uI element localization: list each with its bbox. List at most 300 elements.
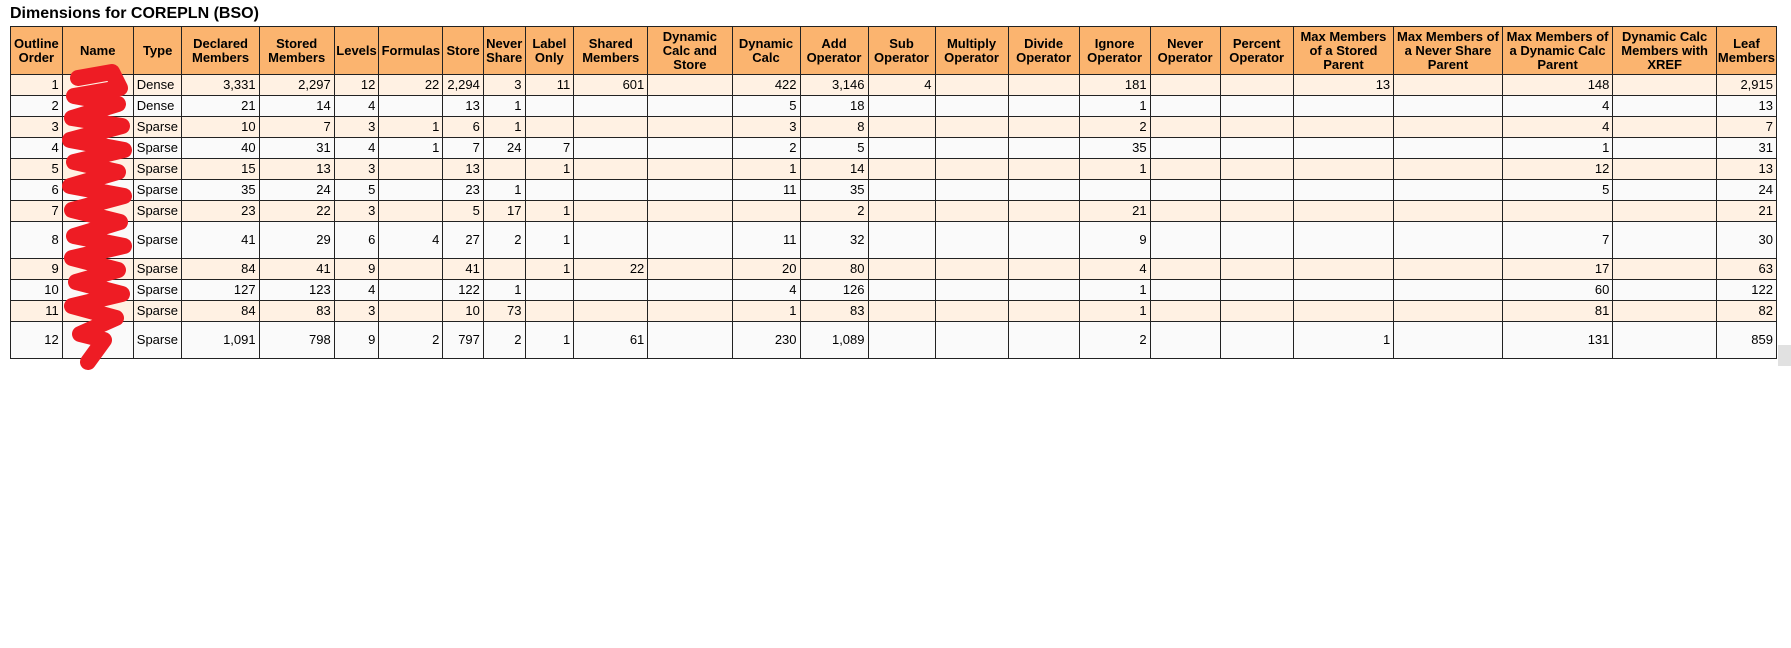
table-cell: 3 bbox=[334, 201, 379, 222]
table-cell bbox=[574, 301, 648, 322]
table-cell bbox=[1220, 180, 1293, 201]
table-cell: 10 bbox=[11, 280, 63, 301]
table-cell: 11 bbox=[732, 180, 800, 201]
report-title: Dimensions for COREPLN (BSO) bbox=[10, 5, 259, 22]
table-cell: Dense bbox=[133, 75, 182, 96]
table-cell bbox=[1293, 117, 1393, 138]
table-cell bbox=[648, 138, 732, 159]
table-cell: 83 bbox=[259, 301, 334, 322]
table-cell bbox=[483, 259, 525, 280]
column-header: Max Members of a Never Share Parent bbox=[1394, 27, 1503, 75]
table-cell: 1 bbox=[732, 301, 800, 322]
table-cell bbox=[1220, 322, 1293, 359]
column-header: Add Operator bbox=[800, 27, 868, 75]
table-cell: 1 bbox=[525, 259, 574, 280]
table-cell bbox=[1613, 280, 1717, 301]
table-cell: 2 bbox=[1079, 322, 1150, 359]
table-row bbox=[11, 322, 1777, 359]
table-cell bbox=[379, 180, 443, 201]
table-cell bbox=[935, 117, 1008, 138]
name-cell bbox=[62, 259, 133, 280]
table-cell bbox=[1394, 159, 1503, 180]
table-cell: 1,091 bbox=[182, 322, 259, 359]
table-cell bbox=[1293, 280, 1393, 301]
table-cell bbox=[1150, 301, 1220, 322]
table-cell: 1 bbox=[379, 138, 443, 159]
table-cell: 27 bbox=[443, 222, 484, 259]
table-cell: 3,331 bbox=[182, 75, 259, 96]
table-cell: 5 bbox=[334, 180, 379, 201]
table-cell: 24 bbox=[483, 138, 525, 159]
column-header: Multiply Operator bbox=[935, 27, 1008, 75]
column-header: Type bbox=[133, 27, 182, 75]
table-cell: 798 bbox=[259, 322, 334, 359]
table-cell: 17 bbox=[483, 201, 525, 222]
table-cell: 24 bbox=[259, 180, 334, 201]
table-cell: 4 bbox=[11, 138, 63, 159]
table-cell bbox=[1008, 117, 1079, 138]
table-cell bbox=[574, 159, 648, 180]
table-cell bbox=[379, 301, 443, 322]
table-cell: 6 bbox=[11, 180, 63, 201]
table-cell bbox=[1293, 301, 1393, 322]
table-cell bbox=[379, 201, 443, 222]
table-cell: 1,089 bbox=[800, 322, 868, 359]
table-cell bbox=[1150, 201, 1220, 222]
table-cell bbox=[1220, 117, 1293, 138]
table-cell bbox=[1220, 301, 1293, 322]
table-cell bbox=[525, 301, 574, 322]
table-cell bbox=[868, 96, 935, 117]
table-cell bbox=[1613, 301, 1717, 322]
table-cell: 5 bbox=[1502, 180, 1613, 201]
table-cell: 2 bbox=[11, 96, 63, 117]
table-cell: 6 bbox=[334, 222, 379, 259]
table-cell: 23 bbox=[182, 201, 259, 222]
table-cell: 73 bbox=[483, 301, 525, 322]
table-cell: 84 bbox=[182, 259, 259, 280]
table-cell: 18 bbox=[800, 96, 868, 117]
table-cell: 8 bbox=[11, 222, 63, 259]
table-cell: 2 bbox=[1079, 117, 1150, 138]
table-cell: 20 bbox=[732, 259, 800, 280]
table-cell bbox=[1502, 201, 1613, 222]
table-cell: 1 bbox=[1079, 96, 1150, 117]
table-cell: 4 bbox=[1502, 96, 1613, 117]
table-cell bbox=[1613, 75, 1717, 96]
table-cell: 5 bbox=[443, 201, 484, 222]
table-cell: 181 bbox=[1079, 75, 1150, 96]
name-cell bbox=[62, 322, 133, 359]
table-cell: 9 bbox=[11, 259, 63, 280]
column-header: Store bbox=[443, 27, 484, 75]
table-cell bbox=[574, 280, 648, 301]
table-cell: 230 bbox=[732, 322, 800, 359]
table-cell: 13 bbox=[443, 159, 484, 180]
table-cell bbox=[935, 138, 1008, 159]
table-cell bbox=[574, 180, 648, 201]
table-cell bbox=[1220, 201, 1293, 222]
table-cell: 82 bbox=[1716, 301, 1776, 322]
table-cell: 1 bbox=[1079, 301, 1150, 322]
table-cell: 35 bbox=[800, 180, 868, 201]
table-cell bbox=[1220, 280, 1293, 301]
table-cell: 13 bbox=[443, 96, 484, 117]
table-cell: 5 bbox=[732, 96, 800, 117]
table-cell bbox=[1008, 201, 1079, 222]
table-cell bbox=[1008, 180, 1079, 201]
table-cell bbox=[1293, 96, 1393, 117]
table-cell: 2 bbox=[800, 201, 868, 222]
table-cell bbox=[1008, 159, 1079, 180]
table-cell: 61 bbox=[574, 322, 648, 359]
table-cell: 797 bbox=[443, 322, 484, 359]
table-cell: 122 bbox=[443, 280, 484, 301]
table-cell bbox=[868, 201, 935, 222]
table-cell bbox=[868, 180, 935, 201]
table-row bbox=[11, 138, 1777, 159]
table-cell: 35 bbox=[1079, 138, 1150, 159]
table-cell bbox=[648, 201, 732, 222]
table-cell bbox=[1293, 138, 1393, 159]
table-cell: 80 bbox=[800, 259, 868, 280]
table-cell bbox=[1220, 75, 1293, 96]
table-cell bbox=[868, 117, 935, 138]
table-cell bbox=[1613, 117, 1717, 138]
table-cell bbox=[935, 259, 1008, 280]
table-cell bbox=[935, 280, 1008, 301]
table-cell bbox=[935, 159, 1008, 180]
table-cell: 4 bbox=[1079, 259, 1150, 280]
column-header: Declared Members bbox=[182, 27, 259, 75]
name-cell bbox=[62, 159, 133, 180]
table-cell: 126 bbox=[800, 280, 868, 301]
table-cell: 7 bbox=[11, 201, 63, 222]
table-cell: 601 bbox=[574, 75, 648, 96]
table-cell bbox=[1293, 259, 1393, 280]
table-row bbox=[11, 201, 1777, 222]
table-cell bbox=[1008, 280, 1079, 301]
table-cell bbox=[1150, 138, 1220, 159]
table-cell bbox=[1613, 322, 1717, 359]
table-cell: 7 bbox=[443, 138, 484, 159]
table-cell bbox=[1394, 180, 1503, 201]
table-cell: 81 bbox=[1502, 301, 1613, 322]
table-cell: 1 bbox=[525, 222, 574, 259]
column-header: Levels bbox=[334, 27, 379, 75]
table-cell: 9 bbox=[334, 259, 379, 280]
table-cell: 1 bbox=[525, 159, 574, 180]
table-cell bbox=[1613, 138, 1717, 159]
table-cell: 12 bbox=[334, 75, 379, 96]
table-cell: 1 bbox=[525, 322, 574, 359]
table-cell bbox=[1613, 222, 1717, 259]
table-cell bbox=[379, 259, 443, 280]
table-cell: 2 bbox=[379, 322, 443, 359]
table-cell: 11 bbox=[732, 222, 800, 259]
table-cell: Sparse bbox=[133, 138, 182, 159]
table-cell: 60 bbox=[1502, 280, 1613, 301]
table-cell bbox=[1293, 222, 1393, 259]
table-cell: 22 bbox=[574, 259, 648, 280]
column-header: Percent Operator bbox=[1220, 27, 1293, 75]
table-cell: Sparse bbox=[133, 222, 182, 259]
column-header: Shared Members bbox=[574, 27, 648, 75]
table-cell: 7 bbox=[1716, 117, 1776, 138]
table-cell: Sparse bbox=[133, 201, 182, 222]
table-cell bbox=[648, 280, 732, 301]
table-cell bbox=[935, 301, 1008, 322]
table-cell: 2,294 bbox=[443, 75, 484, 96]
table-cell: 32 bbox=[800, 222, 868, 259]
table-row bbox=[11, 159, 1777, 180]
table-cell: Dense bbox=[133, 96, 182, 117]
table-cell: 83 bbox=[800, 301, 868, 322]
table-cell: Sparse bbox=[133, 159, 182, 180]
table-cell: 9 bbox=[334, 322, 379, 359]
table-cell bbox=[1008, 322, 1079, 359]
table-cell bbox=[868, 159, 935, 180]
table-cell bbox=[1220, 159, 1293, 180]
name-cell bbox=[62, 201, 133, 222]
table-row bbox=[11, 259, 1777, 280]
table-cell: 2 bbox=[732, 138, 800, 159]
table-cell bbox=[1220, 96, 1293, 117]
table-cell bbox=[1220, 138, 1293, 159]
column-header: Divide Operator bbox=[1008, 27, 1079, 75]
name-cell bbox=[62, 222, 133, 259]
table-cell: 4 bbox=[334, 280, 379, 301]
table-cell: 11 bbox=[525, 75, 574, 96]
table-cell bbox=[648, 222, 732, 259]
table-cell: 1 bbox=[483, 96, 525, 117]
table-cell bbox=[379, 96, 443, 117]
table-row bbox=[11, 117, 1777, 138]
table-cell: 4 bbox=[732, 280, 800, 301]
table-cell: Sparse bbox=[133, 322, 182, 359]
table-cell bbox=[525, 180, 574, 201]
table-cell: 17 bbox=[1502, 259, 1613, 280]
table-cell: 4 bbox=[1502, 117, 1613, 138]
column-header: Stored Members bbox=[259, 27, 334, 75]
table-cell bbox=[574, 117, 648, 138]
table-cell: 12 bbox=[11, 322, 63, 359]
table-cell: 14 bbox=[259, 96, 334, 117]
table-cell bbox=[935, 75, 1008, 96]
column-header: Max Members of a Dynamic Calc Parent bbox=[1502, 27, 1613, 75]
table-cell bbox=[648, 322, 732, 359]
table-cell bbox=[1150, 159, 1220, 180]
table-cell: 10 bbox=[443, 301, 484, 322]
table-row bbox=[11, 280, 1777, 301]
table-cell: 41 bbox=[182, 222, 259, 259]
table-cell bbox=[574, 138, 648, 159]
table-cell: 1 bbox=[1079, 159, 1150, 180]
table-cell: 1 bbox=[483, 117, 525, 138]
table-cell: 422 bbox=[732, 75, 800, 96]
table-cell: 1 bbox=[1293, 322, 1393, 359]
name-cell bbox=[62, 280, 133, 301]
table-cell: 41 bbox=[259, 259, 334, 280]
table-cell bbox=[574, 201, 648, 222]
table-cell: 13 bbox=[1716, 96, 1776, 117]
column-header: Sub Operator bbox=[868, 27, 935, 75]
table-cell: Sparse bbox=[133, 259, 182, 280]
scrollbar-thumb[interactable] bbox=[1778, 345, 1791, 366]
column-header: Outline Order bbox=[11, 27, 63, 75]
table-cell bbox=[1613, 96, 1717, 117]
column-header: Name bbox=[62, 27, 133, 75]
table-cell: 4 bbox=[334, 96, 379, 117]
table-cell bbox=[1394, 138, 1503, 159]
table-cell bbox=[1394, 280, 1503, 301]
header-row bbox=[11, 27, 1777, 75]
table-cell bbox=[1150, 96, 1220, 117]
table-cell: 8 bbox=[800, 117, 868, 138]
table-cell: 2,915 bbox=[1716, 75, 1776, 96]
table-cell: 3,146 bbox=[800, 75, 868, 96]
table-cell: 40 bbox=[182, 138, 259, 159]
table-cell bbox=[525, 280, 574, 301]
table-cell bbox=[1394, 322, 1503, 359]
table-cell: 1 bbox=[1079, 280, 1150, 301]
table-cell: 3 bbox=[334, 301, 379, 322]
table-cell: 859 bbox=[1716, 322, 1776, 359]
table-cell: 2 bbox=[483, 322, 525, 359]
table-cell: 15 bbox=[182, 159, 259, 180]
table-cell bbox=[483, 159, 525, 180]
column-header: Dynamic Calc Members with XREF bbox=[1613, 27, 1717, 75]
table-cell bbox=[1079, 180, 1150, 201]
table-cell bbox=[379, 159, 443, 180]
table-cell: 13 bbox=[1716, 159, 1776, 180]
table-row bbox=[11, 222, 1777, 259]
table-cell: 21 bbox=[182, 96, 259, 117]
table-cell bbox=[1394, 96, 1503, 117]
column-header: Formulas bbox=[379, 27, 443, 75]
table-cell: 21 bbox=[1716, 201, 1776, 222]
table-cell: 11 bbox=[11, 301, 63, 322]
table-cell bbox=[1394, 301, 1503, 322]
name-cell bbox=[62, 180, 133, 201]
column-header: Ignore Operator bbox=[1079, 27, 1150, 75]
table-cell bbox=[868, 222, 935, 259]
table-cell bbox=[648, 75, 732, 96]
column-header: Leaf Members bbox=[1716, 27, 1776, 75]
table-cell: 3 bbox=[483, 75, 525, 96]
table-cell: 21 bbox=[1079, 201, 1150, 222]
table-cell: 63 bbox=[1716, 259, 1776, 280]
table-cell: 4 bbox=[868, 75, 935, 96]
name-cell bbox=[62, 301, 133, 322]
table-cell: 2 bbox=[483, 222, 525, 259]
table-cell: 1 bbox=[732, 159, 800, 180]
table-cell: 6 bbox=[443, 117, 484, 138]
table-cell bbox=[1008, 96, 1079, 117]
table-cell bbox=[1394, 222, 1503, 259]
table-cell: 7 bbox=[525, 138, 574, 159]
table-cell bbox=[1613, 259, 1717, 280]
table-cell: 29 bbox=[259, 222, 334, 259]
table-cell bbox=[1394, 117, 1503, 138]
column-header: Never Operator bbox=[1150, 27, 1220, 75]
table-cell bbox=[525, 96, 574, 117]
table-row bbox=[11, 96, 1777, 117]
table-cell: 7 bbox=[259, 117, 334, 138]
column-header: Label Only bbox=[525, 27, 574, 75]
table-cell bbox=[935, 180, 1008, 201]
table-cell bbox=[1150, 222, 1220, 259]
table-cell bbox=[574, 222, 648, 259]
table-cell bbox=[1394, 259, 1503, 280]
table-cell bbox=[935, 222, 1008, 259]
table-cell bbox=[1008, 222, 1079, 259]
table-cell bbox=[868, 138, 935, 159]
table-cell: Sparse bbox=[133, 280, 182, 301]
table-cell: 3 bbox=[732, 117, 800, 138]
name-cell bbox=[62, 138, 133, 159]
table-cell bbox=[868, 322, 935, 359]
table-cell: 1 bbox=[379, 117, 443, 138]
table-cell bbox=[1008, 301, 1079, 322]
table-cell bbox=[648, 96, 732, 117]
table-cell: 84 bbox=[182, 301, 259, 322]
table-cell bbox=[1293, 180, 1393, 201]
table-cell: 3 bbox=[334, 117, 379, 138]
table-cell: 30 bbox=[1716, 222, 1776, 259]
table-cell bbox=[1150, 322, 1220, 359]
table-row bbox=[11, 301, 1777, 322]
table-cell bbox=[935, 96, 1008, 117]
table-cell bbox=[1008, 75, 1079, 96]
table-cell bbox=[868, 301, 935, 322]
table-cell: 123 bbox=[259, 280, 334, 301]
table-cell bbox=[648, 180, 732, 201]
table-cell: 1 bbox=[483, 180, 525, 201]
table-cell bbox=[1150, 75, 1220, 96]
table-cell: 22 bbox=[259, 201, 334, 222]
table-cell bbox=[648, 117, 732, 138]
table-cell: 1 bbox=[525, 201, 574, 222]
table-cell bbox=[868, 259, 935, 280]
table-cell: 7 bbox=[1502, 222, 1613, 259]
table-cell bbox=[1150, 280, 1220, 301]
table-cell: 131 bbox=[1502, 322, 1613, 359]
table-cell: 31 bbox=[259, 138, 334, 159]
table-cell: Sparse bbox=[133, 301, 182, 322]
table-cell: 3 bbox=[11, 117, 63, 138]
table-row bbox=[11, 180, 1777, 201]
table-cell bbox=[648, 159, 732, 180]
table-cell bbox=[1008, 259, 1079, 280]
table-cell: 13 bbox=[259, 159, 334, 180]
column-header: Max Members of a Stored Parent bbox=[1293, 27, 1393, 75]
table-cell: 24 bbox=[1716, 180, 1776, 201]
table-cell bbox=[1613, 180, 1717, 201]
table-body bbox=[11, 75, 1777, 359]
table-cell: 13 bbox=[1293, 75, 1393, 96]
name-cell bbox=[62, 96, 133, 117]
table-cell bbox=[574, 96, 648, 117]
table-cell: 148 bbox=[1502, 75, 1613, 96]
table-cell: Sparse bbox=[133, 180, 182, 201]
table-cell: 35 bbox=[182, 180, 259, 201]
table-cell: 5 bbox=[11, 159, 63, 180]
table-cell: 10 bbox=[182, 117, 259, 138]
table-cell bbox=[379, 280, 443, 301]
table-cell bbox=[935, 201, 1008, 222]
table-cell bbox=[1613, 201, 1717, 222]
